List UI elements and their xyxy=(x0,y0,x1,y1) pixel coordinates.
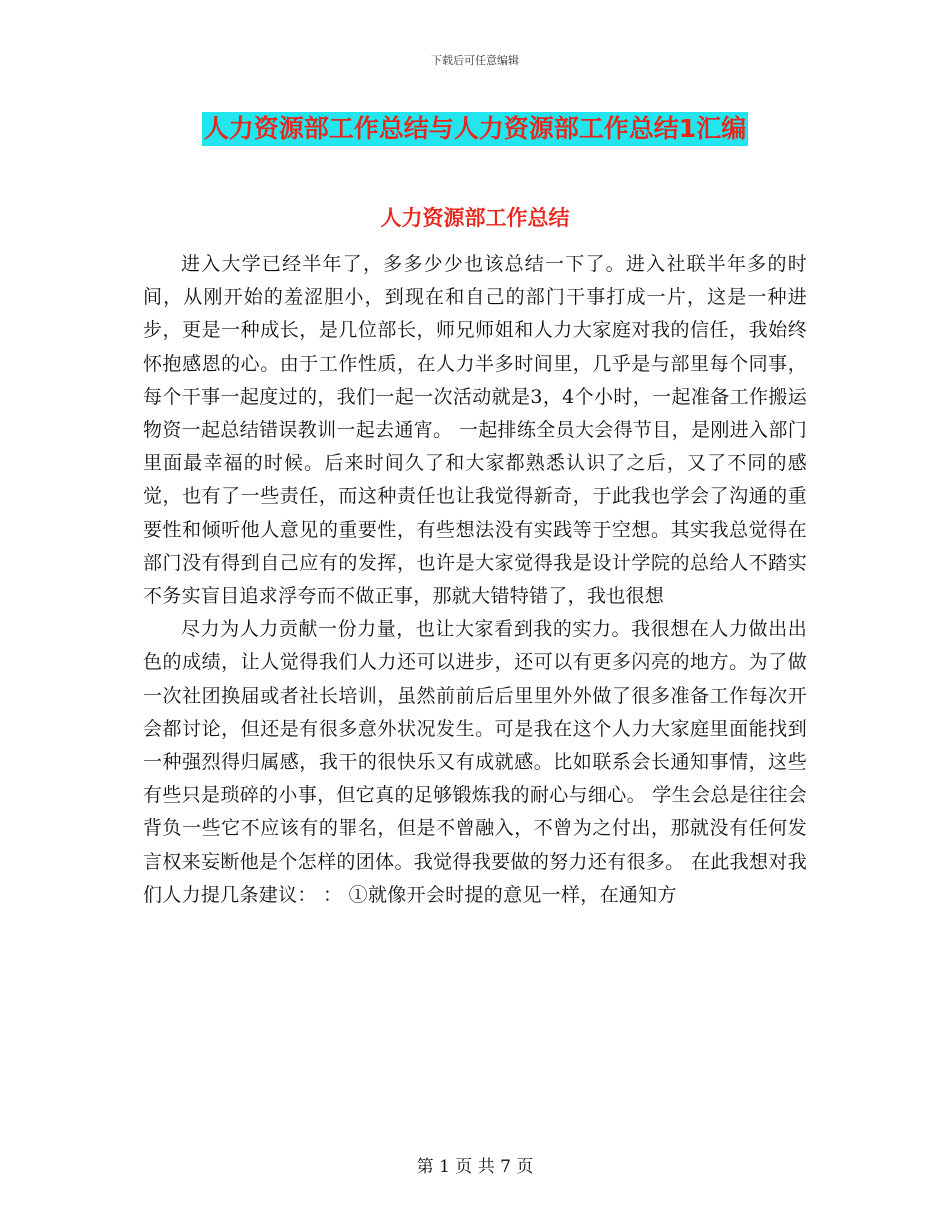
paragraph-2: 尽力为人力贡献一份力量，也让大家看到我的实力。我很想在人力做出出色的成绩，让人觉得我们人力还可以进步，还可以有更多闪亮的地方。为了做一次社团换届或者社长培训，虽然前前后后里里外外做了很多准备工作每次开会都讨论，但还是有很多意外状况发生。可是我在这个人力大家庭里面能找到一种强烈得归属感，我干的很快乐又有成就感。比如联系会长通知事情，这些有些只是琐碎的小事，但它真的足够锻炼我的耐心与细心。 学生会总是往往会背负一些它不应该有的罪名，但是不曾融入，不曾为之付出，那就没有任何发言权来妄断他是个怎样的团体。我觉得我要做的努力还有很多。 在此我想对我们人力提几条建议： ： ①就像开会时提的意见一样，在通知方 xyxy=(143,618,807,906)
paragraph-1: 进入大学已经半年了，多多少少也该总结一下了。进入社联半年多的时间，从刚开始的羞涩胆小，到现在和自己的部门干事打成一片，这是一种进步，更是一种成长，是几位部长，师兄师姐和人力大家庭对我的信任，我始终怀抱感恩的心。由于工作性质，在人力半多时间里，几乎是与部里每个同事，每个干事一起度过的，我们一起一次活动就是3，4个小时，一起准备工作搬运物资一起总结错误教训一起去通宵。 一起排练全员大会得节目，是刚进入部门里面最幸福的时候。后来时间久了和大家都熟悉认识了之后，又了不同的感觉，也有了一些责任，而这种责任也让我觉得新奇，于此我也学会了沟通的重要性和倾听他人意见的重要性，有些想法没有实践等于空想。其实我总觉得在部门没有得到自己应有的发挥，也许是大家觉得我是设计学院的总给人不踏实不务实盲目追求浮夸而不做正事，那就大错特错了，我也很想 xyxy=(143,253,807,608)
header-note: 下载后可任意编辑 xyxy=(431,54,519,67)
title-wrap xyxy=(0,112,950,146)
section-title: 人力资源部工作总结 xyxy=(380,206,570,230)
document-title: 人力资源部工作总结与人力资源部工作总结1汇编 xyxy=(202,112,748,146)
page-footer: 第 1 页 共 7 页 xyxy=(416,1157,534,1177)
body-text xyxy=(143,248,807,912)
